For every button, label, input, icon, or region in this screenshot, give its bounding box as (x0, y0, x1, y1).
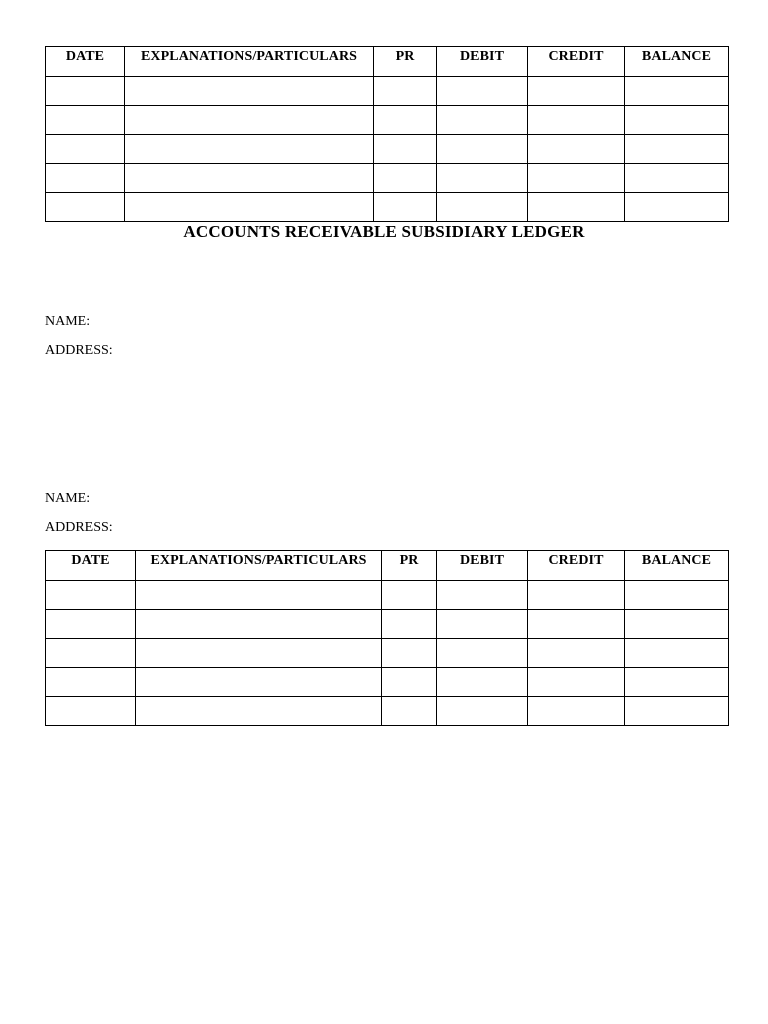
credit-cell[interactable] (528, 164, 625, 193)
column-header-particulars: EXPLANATIONS/PARTICULARS (136, 551, 382, 581)
pr-cell[interactable] (374, 77, 437, 106)
date-cell[interactable] (46, 193, 125, 222)
name-label: NAME: (45, 491, 91, 506)
table-row (46, 77, 729, 106)
column-header-date: DATE (46, 47, 125, 77)
credit-cell[interactable] (528, 639, 625, 668)
table-row (46, 164, 729, 193)
balance-cell[interactable] (625, 610, 729, 639)
particulars-cell[interactable] (136, 639, 382, 668)
ledger-table-top (45, 46, 729, 222)
debit-cell[interactable] (437, 668, 528, 697)
ledger-header-row (46, 551, 729, 581)
balance-cell[interactable] (625, 581, 729, 610)
name-label: NAME: (45, 314, 91, 329)
particulars-cell[interactable] (125, 193, 374, 222)
debit-cell[interactable] (437, 164, 528, 193)
particulars-cell[interactable] (125, 164, 374, 193)
credit-cell[interactable] (528, 610, 625, 639)
credit-cell[interactable] (528, 77, 625, 106)
debit-cell[interactable] (437, 581, 528, 610)
debit-cell[interactable] (437, 639, 528, 668)
date-cell[interactable] (46, 610, 136, 639)
debit-cell[interactable] (437, 135, 528, 164)
balance-cell[interactable] (625, 193, 729, 222)
table-row (46, 106, 729, 135)
particulars-cell[interactable] (136, 697, 382, 726)
column-header-balance: BALANCE (625, 47, 729, 77)
particulars-cell[interactable] (136, 610, 382, 639)
pr-cell[interactable] (382, 581, 437, 610)
column-header-particulars: EXPLANATIONS/PARTICULARS (125, 47, 374, 77)
table-row (46, 697, 729, 726)
ledger-header-row (46, 47, 729, 77)
particulars-cell[interactable] (125, 106, 374, 135)
balance-cell[interactable] (625, 697, 729, 726)
column-header-balance: BALANCE (625, 551, 729, 581)
credit-cell[interactable] (528, 668, 625, 697)
particulars-cell[interactable] (125, 77, 374, 106)
table-row (46, 193, 729, 222)
debit-cell[interactable] (437, 193, 528, 222)
table-row (46, 581, 729, 610)
date-cell[interactable] (46, 581, 136, 610)
particulars-cell[interactable] (136, 668, 382, 697)
date-cell[interactable] (46, 106, 125, 135)
date-cell[interactable] (46, 77, 125, 106)
pr-cell[interactable] (382, 668, 437, 697)
credit-cell[interactable] (528, 193, 625, 222)
table-row (46, 668, 729, 697)
credit-cell[interactable] (528, 697, 625, 726)
date-cell[interactable] (46, 697, 136, 726)
balance-cell[interactable] (625, 164, 729, 193)
date-cell[interactable] (46, 668, 136, 697)
pr-cell[interactable] (382, 610, 437, 639)
table-row (46, 639, 729, 668)
debit-cell[interactable] (437, 106, 528, 135)
balance-cell[interactable] (625, 668, 729, 697)
debit-cell[interactable] (437, 610, 528, 639)
particulars-cell[interactable] (136, 581, 382, 610)
date-cell[interactable] (46, 639, 136, 668)
particulars-cell[interactable] (125, 135, 374, 164)
pr-cell[interactable] (382, 639, 437, 668)
balance-cell[interactable] (625, 135, 729, 164)
debit-cell[interactable] (437, 697, 528, 726)
column-header-pr: PR (374, 47, 437, 77)
pr-cell[interactable] (382, 697, 437, 726)
balance-cell[interactable] (625, 106, 729, 135)
debit-cell[interactable] (437, 77, 528, 106)
ledger-table-bottom (45, 550, 729, 726)
column-header-date: DATE (46, 551, 136, 581)
credit-cell[interactable] (528, 581, 625, 610)
balance-cell[interactable] (625, 77, 729, 106)
pr-cell[interactable] (374, 106, 437, 135)
column-header-credit: CREDIT (528, 551, 625, 581)
column-header-pr: PR (382, 551, 437, 581)
table-row (46, 135, 729, 164)
pr-cell[interactable] (374, 164, 437, 193)
balance-cell[interactable] (625, 639, 729, 668)
credit-cell[interactable] (528, 106, 625, 135)
address-label: ADDRESS: (45, 520, 113, 535)
pr-cell[interactable] (374, 135, 437, 164)
credit-cell[interactable] (528, 135, 625, 164)
address-label: ADDRESS: (45, 343, 113, 358)
ledger-title: ACCOUNTS RECEIVABLE SUBSIDIARY LEDGER (183, 222, 585, 241)
pr-cell[interactable] (374, 193, 437, 222)
table-row (46, 610, 729, 639)
column-header-debit: DEBIT (437, 551, 528, 581)
date-cell[interactable] (46, 164, 125, 193)
date-cell[interactable] (46, 135, 125, 164)
column-header-credit: CREDIT (528, 47, 625, 77)
column-header-debit: DEBIT (437, 47, 528, 77)
